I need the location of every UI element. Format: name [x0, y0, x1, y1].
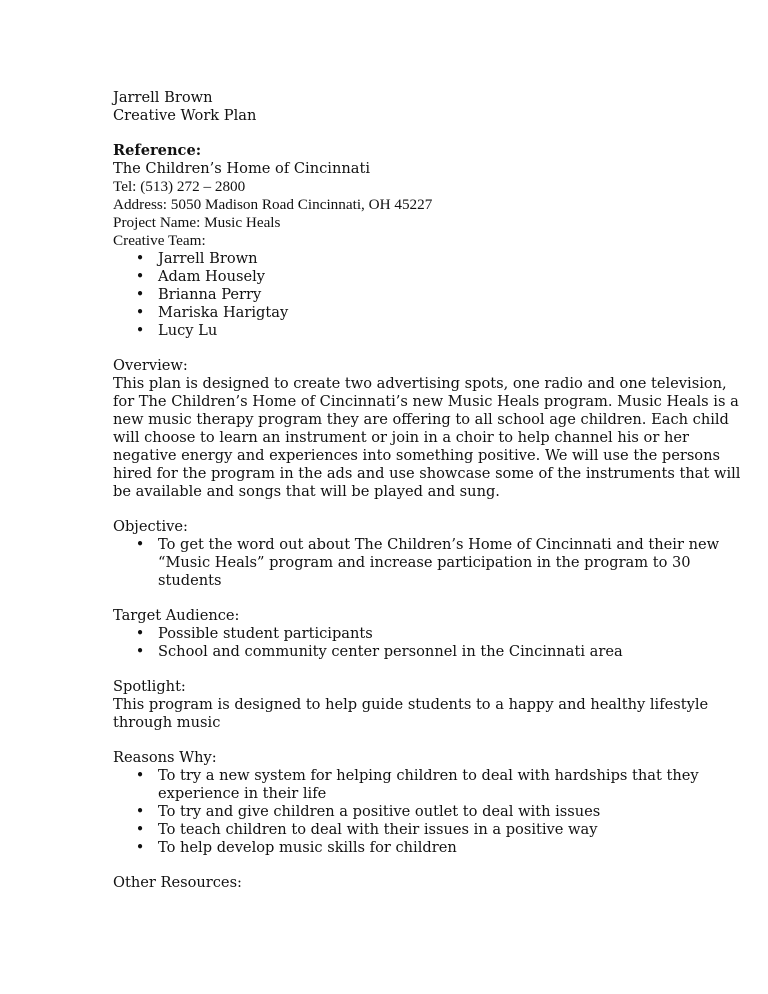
reference-organization: The Children’s Home of Cincinnati: [113, 160, 370, 177]
target-audience-list: [113, 625, 673, 661]
list-item: • To try a new system for helping children to deal with hardships that they experience in their life: [113, 767, 673, 803]
bullet-icon: •: [135, 536, 145, 553]
list-item: • Lucy Lu: [113, 322, 673, 340]
list-item: • To get the word out about The Children’s Home of Cincinnati and their new “Music Heals” program and increase participation in the program to 30 students: [113, 536, 673, 590]
bullet-icon: •: [135, 803, 145, 820]
bullet-icon: •: [135, 625, 145, 642]
other-resources-heading: Other Resources:: [113, 874, 242, 891]
target-audience-heading: Target Audience:: [113, 607, 240, 624]
objective-list: [113, 536, 720, 590]
bullet-icon: •: [135, 767, 145, 784]
bullet-icon: •: [135, 304, 145, 321]
reasons-why-list: [113, 767, 699, 857]
list-item: • Jarrell Brown: [113, 250, 673, 268]
document-content: [113, 89, 741, 892]
team-list: [113, 250, 673, 340]
bullet-icon: •: [135, 286, 145, 303]
author-name: Jarrell Brown: [113, 89, 213, 106]
overview-heading: Overview:: [113, 357, 188, 374]
list-item: • Mariska Harigtay: [113, 304, 673, 322]
bullet-icon: •: [135, 643, 145, 660]
list-item: • Possible student participants: [113, 625, 673, 643]
list-item: • Adam Housely: [113, 268, 673, 286]
overview-paragraph: This plan is designed to create two advertising spots, one radio and one television, for The Children’s Home of Cincinnati’s new Music Heals program. Music Heals is a new music therapy program they are offering to all school age children. Each child will choose to learn an instrument or join in a choir to help channel his or her negative energy and experiences into something positive. We will use the persons hired for the program in the ads and use showcase some of the instruments that will be available and songs that will be played and sung.: [113, 375, 741, 500]
reference-team-label: Creative Team:: [113, 232, 206, 249]
reference-address: Address: 5050 Madison Road Cincinnati, OH 45227: [113, 196, 433, 213]
bullet-icon: •: [135, 839, 145, 856]
document-title: Creative Work Plan: [113, 107, 257, 124]
reference-project-name: Project Name: Music Heals: [113, 214, 281, 231]
bullet-icon: •: [135, 322, 145, 339]
bullet-icon: •: [135, 268, 145, 285]
bullet-icon: •: [135, 250, 145, 267]
bullet-icon: •: [135, 821, 145, 838]
list-item: • To help develop music skills for children: [113, 839, 673, 857]
list-item: • Brianna Perry: [113, 286, 673, 304]
list-item: • School and community center personnel in the Cincinnati area: [113, 643, 673, 661]
reference-telephone: Tel: (513) 272 – 2800: [113, 178, 246, 195]
spotlight-heading: Spotlight:: [113, 678, 186, 695]
objective-heading: Objective:: [113, 518, 188, 535]
list-item: • To teach children to deal with their issues in a positive way: [113, 821, 673, 839]
list-item: • To try and give children a positive outlet to deal with issues: [113, 803, 673, 821]
spotlight-paragraph: This program is designed to help guide students to a happy and healthy lifestyle through music: [113, 696, 709, 731]
reference-heading: Reference:: [113, 142, 202, 159]
reasons-why-heading: Reasons Why:: [113, 749, 217, 766]
